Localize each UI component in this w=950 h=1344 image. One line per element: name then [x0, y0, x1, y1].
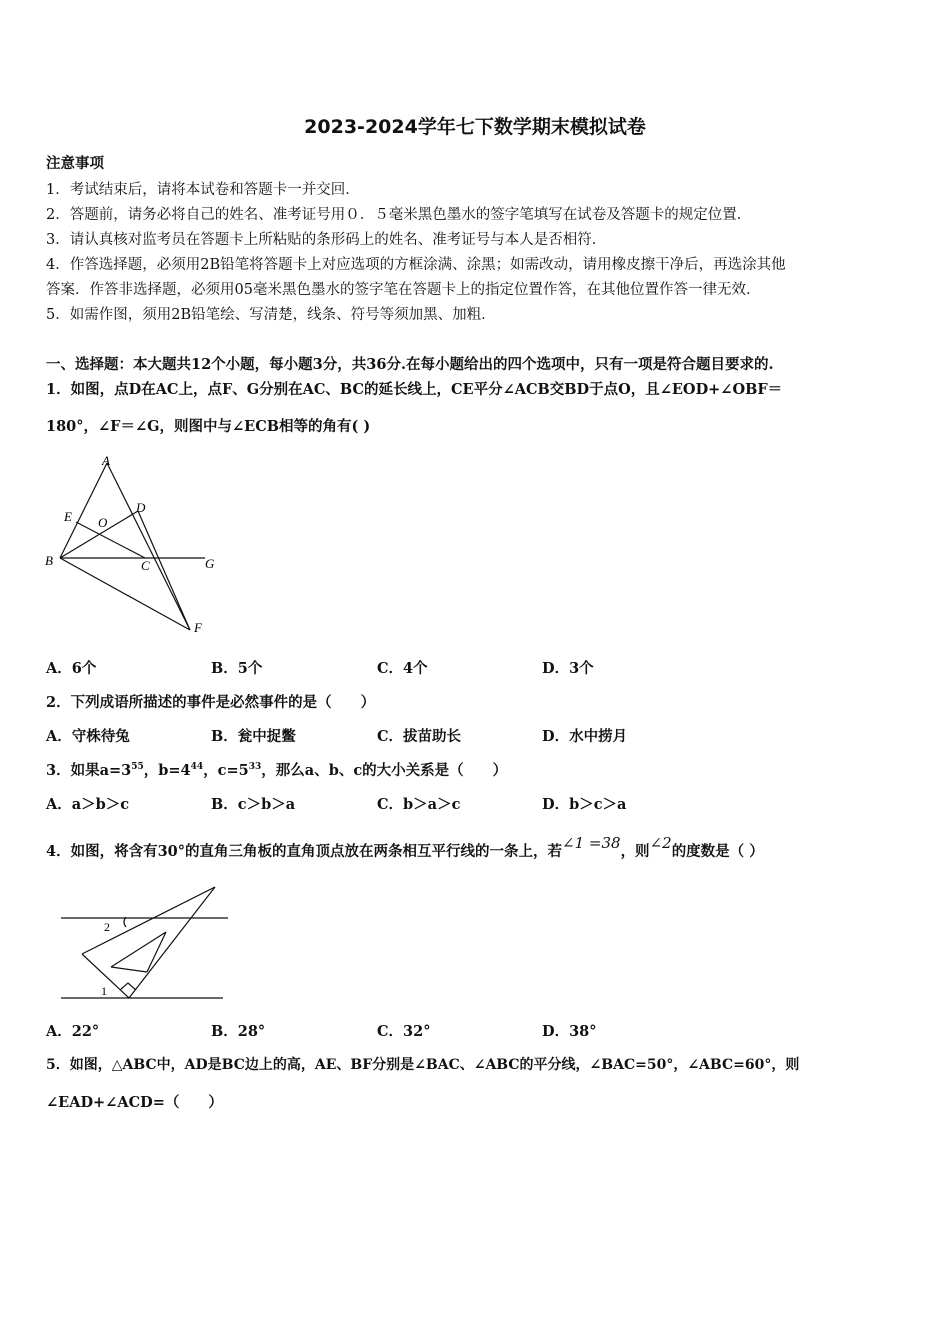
q3-exponent-a: 55 [131, 762, 144, 772]
angle-2-label: 2 [104, 920, 110, 934]
q1-text-line1: 1．如图，点D在AC上，点F、G分别在AC、BC的延长线上，CE平分∠ACB交BD于点O，且∠EOD+∠OBF＝ [46, 381, 783, 398]
q2-option-b[interactable]: B．瓮中捉鳖 [211, 728, 296, 745]
label-d: D [136, 500, 146, 515]
q4-option-c[interactable]: C．32° [377, 1023, 431, 1040]
q4-text-mid: ，则 [620, 843, 650, 860]
q1-option-d[interactable]: D．3个 [542, 660, 594, 677]
q1-option-a[interactable]: A．6个 [46, 660, 97, 677]
page-title: 2023-2024学年七下数学期末模拟试卷 [304, 116, 646, 138]
q4-option-d[interactable]: D．38° [542, 1023, 597, 1040]
q4-text-pre: 4．如图，将含有30°的直角三角板的直角顶点放在两条相互平行线的一条上，若 [46, 843, 563, 860]
label-f: F [194, 620, 202, 635]
q3-text-mid1: ，b=4 [143, 762, 191, 779]
q4-text-post: 的度数是（ ） [671, 843, 764, 860]
notice-item: 3．请认真核对监考员在答题卡上所粘贴的条形码上的姓名、准考证号与本人是否相符． [46, 232, 607, 248]
notice-item: 1．考试结束后，请将本试卷和答题卡一并交回． [46, 182, 360, 198]
q3-option-c[interactable]: C．b＞a＞c [377, 796, 461, 813]
notice-item: 2．答题前，请务必将自己的姓名、准考证号用０．５毫米黑色墨水的签字笔填写在试卷及答题卡的规定位置． [46, 207, 752, 223]
q3-option-b[interactable]: B．c＞b＞a [211, 796, 296, 813]
q3-text-pre: 3．如果a=3 [46, 762, 132, 779]
q1-option-c[interactable]: C．4个 [377, 660, 428, 677]
q1-text-line2: 180°，∠F＝∠G，则图中与∠ECB相等的角有( ) [46, 418, 371, 435]
q3-text [46, 759, 507, 780]
q3-exponent-b: 44 [190, 762, 204, 772]
notice-heading: 注意事项 [46, 155, 104, 172]
label-a: A [102, 453, 110, 468]
q3-text-mid2: ，c=5 [203, 762, 249, 779]
q2-text: 2．下列成语所描述的事件是必然事件的是（ ） [46, 694, 376, 711]
q4-formula-angle1: ∠1 =38 [562, 834, 621, 852]
q4-figure [58, 884, 233, 1004]
q5-text-line2: ∠EAD+∠ACD=（ ） [46, 1094, 223, 1111]
notice-item: 5．如需作图，须用2B铅笔绘、写清楚，线条、符号等须加黑、加粗． [46, 307, 496, 323]
label-g: G [205, 556, 215, 571]
q1-figure [40, 448, 230, 638]
q3-exponent-c: 33 [248, 762, 262, 772]
q4-option-a[interactable]: A．22° [46, 1023, 100, 1040]
q4-formula-angle2: ∠2 [649, 834, 672, 852]
label-c: C [141, 558, 150, 573]
q2-option-c[interactable]: C．拔苗助长 [377, 728, 462, 745]
q2-option-d[interactable]: D．水中捞月 [542, 728, 628, 745]
angle-1-label: 1 [101, 984, 107, 998]
notice-item: 4．作答选择题，必须用2B铅笔将答题卡上对应选项的方框涂满、涂黑；如需改动，请用橡皮擦干净后，再选涂其他 [46, 257, 786, 273]
label-e: E [64, 509, 72, 524]
q4-option-b[interactable]: B．28° [211, 1023, 266, 1040]
label-b: B [45, 553, 53, 568]
q5-text-line1: 5．如图，△ABC中，AD是BC边上的高，AE、BF分别是∠BAC、∠ABC的平分线，∠BAC=50°，∠ABC=60°，则 [46, 1057, 800, 1073]
q3-text-post: ，那么a、b、c的大小关系是（ ） [261, 762, 508, 779]
q4-text [46, 834, 764, 861]
q2-option-a[interactable]: A．守株待兔 [46, 728, 130, 745]
label-o: O [98, 515, 108, 530]
q3-option-d[interactable]: D．b＞c＞a [542, 796, 627, 813]
q1-option-b[interactable]: B．5个 [211, 660, 263, 677]
section-heading: 一、选择题：本大题共12个小题，每小题3分，共36分.在每小题给出的四个选项中，只有一项是符合题目要求的. [46, 356, 774, 373]
notice-item: 答案．作答非选择题，必须用05毫米黑色墨水的签字笔在答题卡上的指定位置作答，在其他位置作答一律无效． [46, 282, 761, 298]
q3-option-a[interactable]: A．a＞b＞c [46, 796, 130, 813]
